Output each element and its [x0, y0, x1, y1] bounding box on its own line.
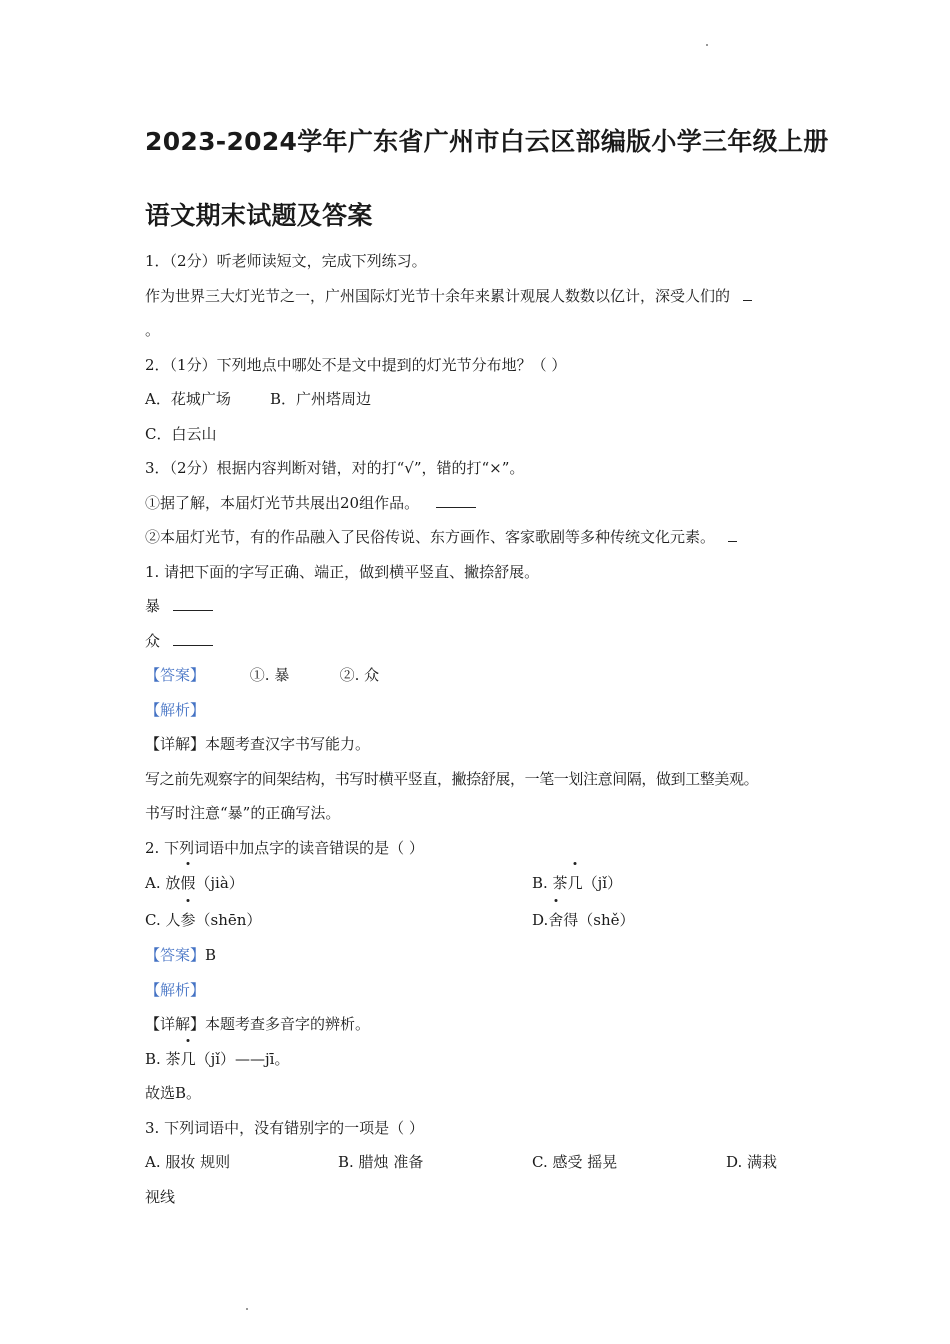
answer-1: ①. 暴: [249, 666, 290, 684]
option-label: A. 放: [145, 874, 181, 892]
listening-q1-passage: [145, 279, 825, 314]
writing-answer: [145, 658, 825, 693]
pinyin-answer: [145, 938, 825, 973]
footer-dot: [246, 1308, 248, 1310]
typo-option-a: A. 服妆 规则: [145, 1153, 231, 1171]
answer-blank: [173, 594, 213, 611]
dotted-char: 舍: [548, 902, 563, 939]
document-title-line-2: 语文期末试题及答案: [145, 201, 373, 230]
pinyin-options-row-2: [145, 902, 825, 939]
option-label: B. 茶: [532, 874, 568, 892]
listening-q1-tail: 。: [145, 321, 161, 339]
char-text: 暴: [145, 597, 161, 615]
explanation-text: （jǐ）——jī。: [195, 1049, 290, 1068]
option-pinyin: 得（shě）: [563, 910, 635, 929]
typo-option-c: C. 感受 摇晃: [532, 1153, 618, 1171]
writing-char-1: [145, 589, 825, 624]
option-pinyin: （jǐ）: [582, 874, 623, 892]
pinyin-choice: 故选B。: [145, 1084, 202, 1102]
char-text: 众: [145, 631, 161, 650]
pinyin-analysis-tag: 【解析】: [145, 980, 206, 999]
document-page: [145, 118, 829, 1214]
answer-blank: [436, 491, 476, 508]
writing-char-2: [145, 624, 825, 659]
typo-options-row: [145, 1145, 825, 1180]
writing-explanation-1: 写之前先观察字的间架结构，书写时横平竖直，撇捺舒展，一笔一划注意间隔，做到工整美观。: [145, 769, 759, 788]
answer-2: ②. 众: [339, 666, 380, 684]
writing-detail: 【详解】本题考查汉字书写能力。: [145, 735, 371, 753]
writing-analysis-tag: 【解析】: [145, 700, 206, 719]
pinyin-option-a: [145, 865, 532, 902]
listening-q2: 2．（1分）下列地点中哪处不是文中提到的灯光节分布地？（ ）: [145, 355, 567, 374]
pinyin-option-c: [145, 902, 532, 939]
option-label: D.: [532, 910, 549, 929]
answer-tag: 【答案】: [145, 946, 206, 964]
answer-blank: [173, 629, 213, 646]
statement-text: ②本届灯光节，有的作品融入了民俗传说、东方画作、客家歌剧等多种传统文化元素。: [145, 528, 716, 546]
option-a: A．花城广场: [145, 390, 231, 408]
answer-blank: [728, 525, 737, 542]
document-title-line-1: 2023-2024学年广东省广州市白云区部编版小学三年级上册: [145, 127, 829, 156]
pinyin-option-b: [532, 865, 622, 902]
option-pinyin: （shēn）: [195, 910, 262, 929]
typo-option-d: D. 满栽: [726, 1153, 778, 1171]
pinyin-options-row-1: [145, 865, 825, 902]
pinyin-prompt: 2. 下列词语中加点字的读音错误的是（ ）: [145, 838, 424, 857]
header-dot: [706, 44, 708, 46]
pinyin-explanation: [145, 1042, 825, 1077]
answer-blank: [743, 284, 752, 301]
typo-option-b: B. 腊烛 准备: [338, 1153, 424, 1171]
dotted-char: 假: [180, 865, 195, 902]
option-b: B．广州塔周边: [270, 390, 372, 408]
dotted-char: 参: [180, 902, 195, 939]
listening-q1: 1．（2分）听老师读短文，完成下列练习。: [145, 252, 427, 270]
writing-prompt: 1. 请把下面的字写正确、端正，做到横平竖直、撇捺舒展。: [145, 562, 540, 581]
listening-q2-options-row: [145, 382, 825, 417]
passage-text: 作为世界三大灯光节之一，广州国际灯光节十余年来累计观展人数数以亿计，深受人们的: [145, 286, 731, 305]
typo-prompt: 3. 下列词语中，没有错别字的一项是（ ）: [145, 1118, 424, 1137]
listening-q3-statement-1: [145, 486, 825, 521]
answer-value: B: [205, 946, 217, 964]
option-pinyin: （jià）: [195, 874, 244, 892]
dotted-char: 几: [181, 1042, 196, 1077]
listening-q3: 3．（2分）根据内容判断对错，对的打“√”，错的打“×”。: [145, 459, 525, 477]
typo-option-d-continued: 视线: [145, 1187, 176, 1206]
dotted-char: 几: [568, 865, 583, 902]
explanation-text: B. 茶: [145, 1049, 181, 1068]
answer-tag: 【答案】: [145, 666, 206, 684]
pinyin-detail: 【详解】本题考查多音字的辨析。: [145, 1015, 371, 1033]
writing-explanation-2: 书写时注意“暴”的正确写法。: [145, 804, 341, 822]
pinyin-option-d: [532, 902, 635, 939]
listening-q3-statement-2: [145, 520, 825, 555]
option-c: C．白云山: [145, 424, 217, 443]
statement-text: ①据了解，本届灯光节共展出20组作品。: [145, 493, 420, 512]
option-label: C. 人: [145, 910, 181, 929]
